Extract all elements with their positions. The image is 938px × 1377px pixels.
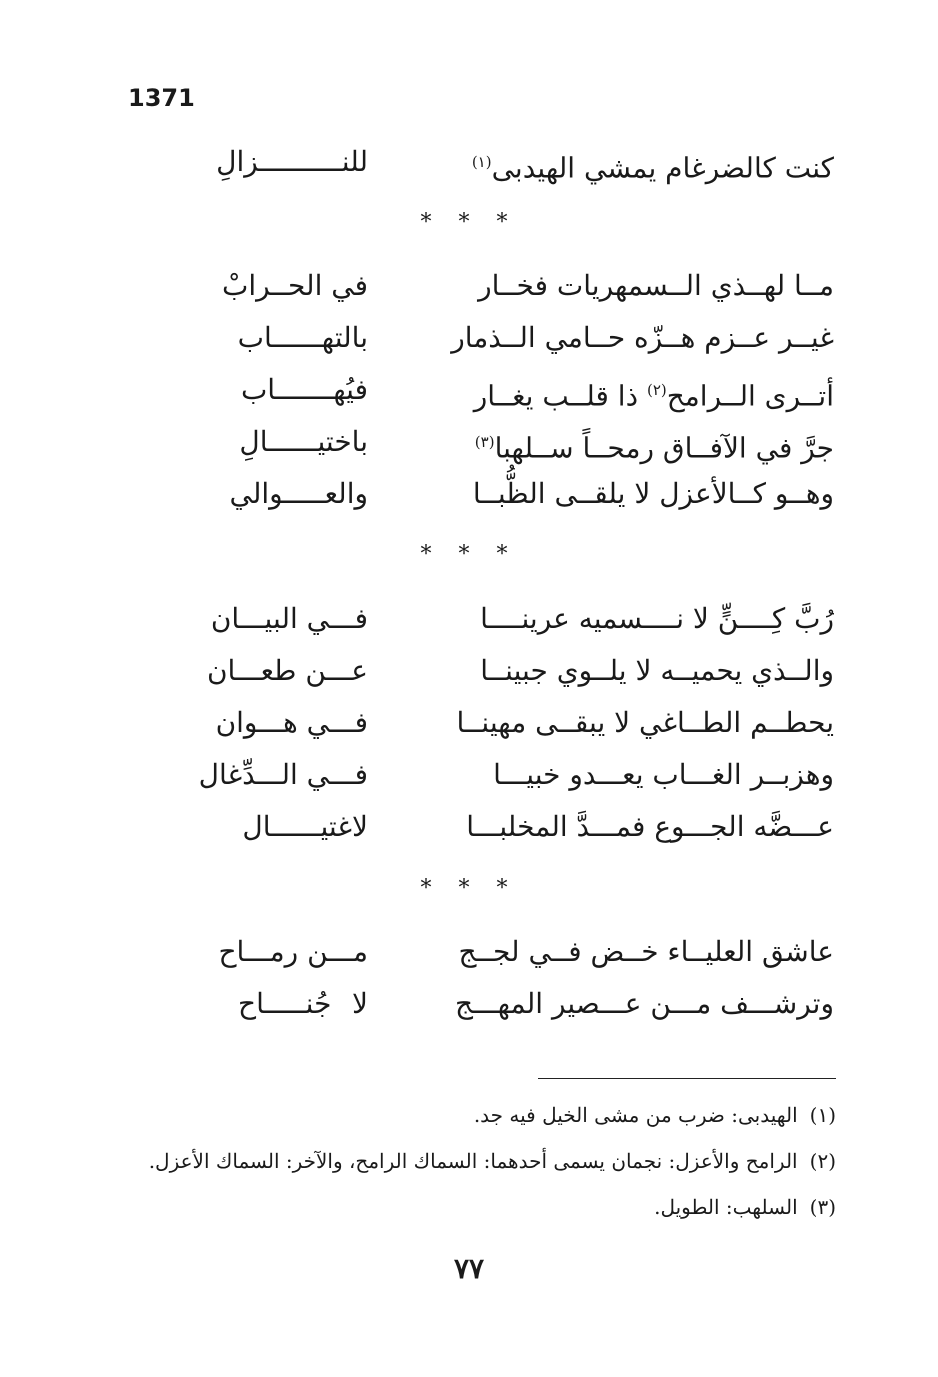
first-hemistich: يحطــم الطــاغي لا يبقــى مهينــا [456, 706, 834, 739]
second-hemistich: فـــي هـــوان [215, 706, 368, 739]
footnote-number: (١) [809, 1103, 836, 1127]
second-hemistich: فـــي الـــدِّغال [198, 758, 368, 791]
first-hemistich: كنت كالضرغام يمشي الهيدبى$^{(١)}$ [471, 151, 834, 185]
footnote-text: الرامح والأعزل: نجمان يسمى أحدهما: السماك الرامح، والآخر: السماك الأعزل. [148, 1149, 798, 1173]
first-hemistich: والــذي يحميــه لا يلــوي جبينــا [480, 654, 834, 687]
second-hemistich: والعـــــوالي [229, 477, 368, 510]
verse-line [0, 978, 938, 1030]
stanza-1 [0, 260, 938, 520]
verse-line [0, 364, 938, 416]
page-number-top: 1371 [128, 84, 195, 112]
footnote [116, 1092, 836, 1138]
first-hemistich: وهزبــر الغـــاب يعـــدو خبيـــا [493, 758, 834, 791]
page-number-bottom: ٧٧ [453, 1252, 485, 1285]
footnote-rule [538, 1078, 836, 1079]
footnote-marker: (١) [471, 153, 492, 171]
footnote [116, 1138, 836, 1184]
second-hemistich: لا جُنـــــاح [238, 987, 368, 1020]
verse-line [0, 926, 938, 978]
verse-line [0, 697, 938, 749]
first-hemistich: وترشـــف مـــن عـــصير المهـــج [454, 987, 834, 1020]
footnote [116, 1184, 836, 1230]
second-hemistich: فيُهـــــــاب [240, 373, 368, 406]
verse-line [0, 749, 938, 801]
second-hemistich: للنــــــــــزالِ [216, 145, 368, 178]
first-hemistich: أتــرى الــرامح$^{(٢)}$ ذا قلــب يغــار [473, 379, 834, 413]
footnote-marker: (٣) [474, 433, 495, 451]
verse-line [0, 593, 938, 645]
stanza-separator: * * * [420, 542, 518, 567]
verse-line [0, 260, 938, 312]
stanza-3 [0, 926, 938, 1030]
second-hemistich: فـــي البيـــان [210, 602, 368, 635]
second-hemistich: في الحــرابْ [221, 269, 368, 302]
footnotes [116, 1092, 836, 1230]
footnote-text: السلهب: الطويل. [654, 1195, 798, 1219]
second-hemistich: مـــن رمـــاح [218, 935, 368, 968]
first-hemistich: وهــو كــالأعزل لا يلقــى الظُّبــا [472, 477, 834, 510]
first-hemistich: غيــر عــزم هــزّه حــامي الــذمار [451, 321, 834, 354]
opening-verse [0, 136, 938, 188]
footnote-text: الهيدبى: ضرب من مشى الخيل فيه جد. [473, 1103, 798, 1127]
footnote-number: (٢) [809, 1149, 836, 1173]
verse-line [0, 312, 938, 364]
first-hemistich: عاشق العليــاء خــض فــي لجــج [458, 935, 834, 968]
second-hemistich: باختيــــــالِ [239, 425, 368, 458]
stanza-separator: * * * [420, 210, 518, 235]
verse-line [0, 468, 938, 520]
verse-line [0, 645, 938, 697]
second-hemistich: لاغتيــــــال [242, 810, 368, 843]
footnote-marker: (٢) [646, 381, 667, 399]
verse-line [0, 416, 938, 468]
stanza-separator: * * * [420, 876, 518, 901]
second-hemistich: بالتهــــــاب [237, 321, 368, 354]
verse-line [0, 136, 938, 188]
first-hemistich: جرَّ في الآفــاق رمحــاً ســلهبا$^{(٣)}$ [474, 431, 834, 465]
first-hemistich: رُبَّ كِــــنٍّ لا نــــسميه عرينــــا [480, 602, 834, 635]
footnote-number: (٣) [809, 1195, 836, 1219]
first-hemistich: عـــضَّه الجـــوع فمـــدَّ المخلبـــا [466, 810, 834, 843]
first-hemistich: مــا لهــذي الــسمهريات فخــار [478, 269, 834, 302]
stanza-2 [0, 593, 938, 853]
second-hemistich: عـــن طعـــان [206, 654, 368, 687]
verse-line [0, 801, 938, 853]
